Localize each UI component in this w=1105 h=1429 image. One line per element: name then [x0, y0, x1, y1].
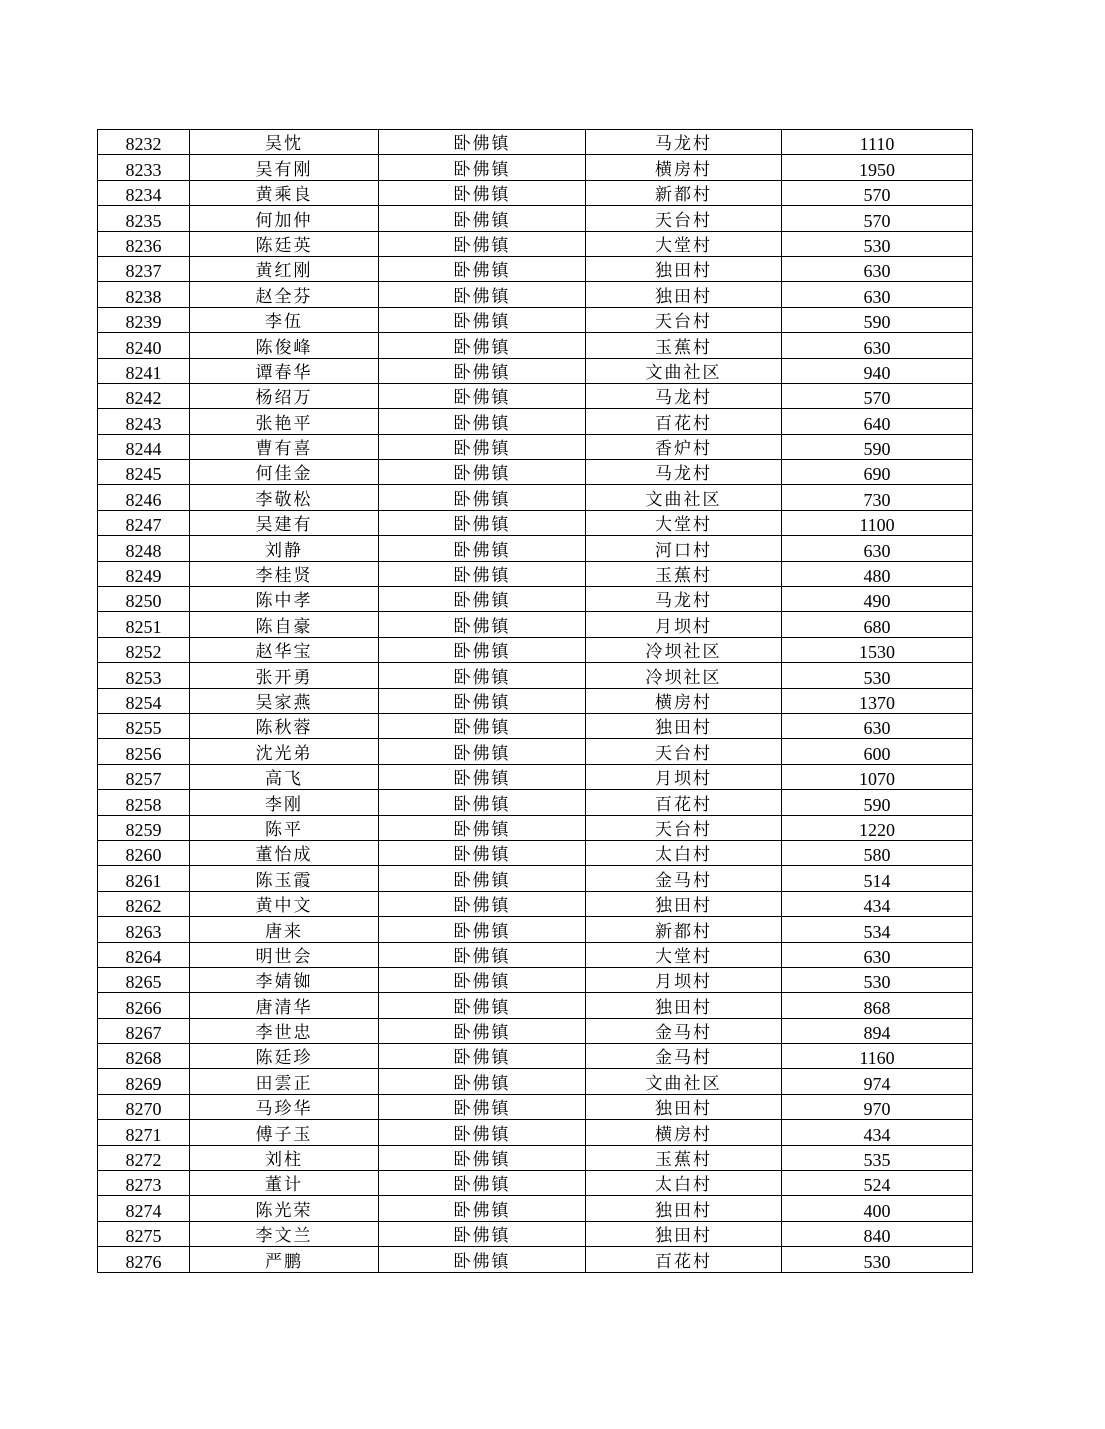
table-row — [98, 612, 973, 637]
name-cell: 刘柱 — [190, 1145, 379, 1170]
table-row — [98, 815, 973, 840]
record-table-body — [98, 130, 973, 1273]
village-cell: 百花村 — [586, 409, 782, 434]
name-cell: 沈光弟 — [190, 739, 379, 764]
village-cell: 马龙村 — [586, 130, 782, 155]
row-number-cell: 8267 — [98, 1018, 190, 1043]
town-cell: 卧佛镇 — [379, 993, 586, 1018]
amount-cell: 514 — [782, 866, 973, 891]
row-number-cell: 8271 — [98, 1120, 190, 1145]
name-cell: 赵华宝 — [190, 637, 379, 662]
name-cell: 陈光荣 — [190, 1196, 379, 1221]
town-cell: 卧佛镇 — [379, 409, 586, 434]
name-cell: 田雲正 — [190, 1069, 379, 1094]
table-row — [98, 383, 973, 408]
table-row — [98, 1120, 973, 1145]
row-number-cell: 8240 — [98, 333, 190, 358]
row-number-cell: 8234 — [98, 180, 190, 205]
amount-cell: 524 — [782, 1171, 973, 1196]
village-cell: 独田村 — [586, 282, 782, 307]
row-number-cell: 8235 — [98, 206, 190, 231]
town-cell: 卧佛镇 — [379, 1221, 586, 1246]
name-cell: 黄中文 — [190, 891, 379, 916]
amount-cell: 680 — [782, 612, 973, 637]
table-row — [98, 358, 973, 383]
amount-cell: 534 — [782, 917, 973, 942]
amount-cell: 1100 — [782, 510, 973, 535]
row-number-cell: 8262 — [98, 891, 190, 916]
name-cell: 唐清华 — [190, 993, 379, 1018]
village-cell: 横房村 — [586, 1120, 782, 1145]
town-cell: 卧佛镇 — [379, 942, 586, 967]
village-cell: 新都村 — [586, 917, 782, 942]
village-cell: 横房村 — [586, 155, 782, 180]
name-cell: 陈俊峰 — [190, 333, 379, 358]
town-cell: 卧佛镇 — [379, 663, 586, 688]
village-cell: 冷坝社区 — [586, 637, 782, 662]
row-number-cell: 8241 — [98, 358, 190, 383]
table-row — [98, 1044, 973, 1069]
village-cell: 大堂村 — [586, 942, 782, 967]
table-row — [98, 688, 973, 713]
town-cell: 卧佛镇 — [379, 536, 586, 561]
village-cell: 独田村 — [586, 713, 782, 738]
amount-cell: 590 — [782, 434, 973, 459]
name-cell: 李世忠 — [190, 1018, 379, 1043]
table-row — [98, 333, 973, 358]
row-number-cell: 8264 — [98, 942, 190, 967]
name-cell: 陈玉霞 — [190, 866, 379, 891]
name-cell: 马珍华 — [190, 1094, 379, 1119]
village-cell: 月坝村 — [586, 612, 782, 637]
village-cell: 新都村 — [586, 180, 782, 205]
table-row — [98, 460, 973, 485]
table-row — [98, 739, 973, 764]
village-cell: 独田村 — [586, 1196, 782, 1221]
row-number-cell: 8269 — [98, 1069, 190, 1094]
name-cell: 何佳金 — [190, 460, 379, 485]
town-cell: 卧佛镇 — [379, 485, 586, 510]
name-cell: 李刚 — [190, 790, 379, 815]
amount-cell: 690 — [782, 460, 973, 485]
row-number-cell: 8233 — [98, 155, 190, 180]
village-cell: 独田村 — [586, 256, 782, 281]
amount-cell: 630 — [782, 282, 973, 307]
amount-cell: 570 — [782, 180, 973, 205]
row-number-cell: 8246 — [98, 485, 190, 510]
village-cell: 文曲社区 — [586, 358, 782, 383]
record-table — [97, 129, 973, 1273]
village-cell: 天台村 — [586, 206, 782, 231]
town-cell: 卧佛镇 — [379, 840, 586, 865]
town-cell: 卧佛镇 — [379, 790, 586, 815]
name-cell: 李敬松 — [190, 485, 379, 510]
row-number-cell: 8259 — [98, 815, 190, 840]
town-cell: 卧佛镇 — [379, 637, 586, 662]
table-row — [98, 485, 973, 510]
town-cell: 卧佛镇 — [379, 256, 586, 281]
village-cell: 玉蕉村 — [586, 333, 782, 358]
table-row — [98, 1247, 973, 1272]
town-cell: 卧佛镇 — [379, 1247, 586, 1272]
village-cell: 金马村 — [586, 1044, 782, 1069]
row-number-cell: 8232 — [98, 130, 190, 155]
name-cell: 陈中孝 — [190, 587, 379, 612]
row-number-cell: 8253 — [98, 663, 190, 688]
row-number-cell: 8248 — [98, 536, 190, 561]
table-row — [98, 561, 973, 586]
name-cell: 陈廷珍 — [190, 1044, 379, 1069]
town-cell: 卧佛镇 — [379, 967, 586, 992]
town-cell: 卧佛镇 — [379, 130, 586, 155]
village-cell: 天台村 — [586, 815, 782, 840]
town-cell: 卧佛镇 — [379, 282, 586, 307]
name-cell: 董怡成 — [190, 840, 379, 865]
row-number-cell: 8252 — [98, 637, 190, 662]
town-cell: 卧佛镇 — [379, 1120, 586, 1145]
town-cell: 卧佛镇 — [379, 764, 586, 789]
row-number-cell: 8276 — [98, 1247, 190, 1272]
amount-cell: 434 — [782, 891, 973, 916]
name-cell: 严鹏 — [190, 1247, 379, 1272]
town-cell: 卧佛镇 — [379, 739, 586, 764]
amount-cell: 600 — [782, 739, 973, 764]
village-cell: 冷坝社区 — [586, 663, 782, 688]
village-cell: 独田村 — [586, 891, 782, 916]
table-row — [98, 764, 973, 789]
village-cell: 香炉村 — [586, 434, 782, 459]
amount-cell: 1530 — [782, 637, 973, 662]
table-row — [98, 155, 973, 180]
table-row — [98, 713, 973, 738]
row-number-cell: 8261 — [98, 866, 190, 891]
row-number-cell: 8274 — [98, 1196, 190, 1221]
village-cell: 河口村 — [586, 536, 782, 561]
amount-cell: 1160 — [782, 1044, 973, 1069]
table-row — [98, 637, 973, 662]
row-number-cell: 8256 — [98, 739, 190, 764]
table-row — [98, 917, 973, 942]
town-cell: 卧佛镇 — [379, 358, 586, 383]
village-cell: 金马村 — [586, 1018, 782, 1043]
amount-cell: 894 — [782, 1018, 973, 1043]
row-number-cell: 8242 — [98, 383, 190, 408]
town-cell: 卧佛镇 — [379, 891, 586, 916]
row-number-cell: 8244 — [98, 434, 190, 459]
row-number-cell: 8249 — [98, 561, 190, 586]
table-row — [98, 1171, 973, 1196]
name-cell: 董计 — [190, 1171, 379, 1196]
name-cell: 唐来 — [190, 917, 379, 942]
village-cell: 横房村 — [586, 688, 782, 713]
amount-cell: 530 — [782, 1247, 973, 1272]
village-cell: 大堂村 — [586, 231, 782, 256]
village-cell: 马龙村 — [586, 460, 782, 485]
town-cell: 卧佛镇 — [379, 1094, 586, 1119]
amount-cell: 570 — [782, 206, 973, 231]
name-cell: 曹有喜 — [190, 434, 379, 459]
row-number-cell: 8251 — [98, 612, 190, 637]
town-cell: 卧佛镇 — [379, 383, 586, 408]
amount-cell: 400 — [782, 1196, 973, 1221]
row-number-cell: 8243 — [98, 409, 190, 434]
table-row — [98, 866, 973, 891]
amount-cell: 570 — [782, 383, 973, 408]
table-row — [98, 1145, 973, 1170]
town-cell: 卧佛镇 — [379, 561, 586, 586]
table-row — [98, 1196, 973, 1221]
town-cell: 卧佛镇 — [379, 1044, 586, 1069]
table-row — [98, 891, 973, 916]
village-cell: 独田村 — [586, 1221, 782, 1246]
table-row — [98, 130, 973, 155]
table-row — [98, 434, 973, 459]
name-cell: 明世会 — [190, 942, 379, 967]
amount-cell: 1220 — [782, 815, 973, 840]
row-number-cell: 8275 — [98, 1221, 190, 1246]
amount-cell: 535 — [782, 1145, 973, 1170]
amount-cell: 630 — [782, 942, 973, 967]
table-row — [98, 1069, 973, 1094]
amount-cell: 480 — [782, 561, 973, 586]
town-cell: 卧佛镇 — [379, 1171, 586, 1196]
table-row — [98, 206, 973, 231]
row-number-cell: 8257 — [98, 764, 190, 789]
amount-cell: 590 — [782, 307, 973, 332]
amount-cell: 940 — [782, 358, 973, 383]
town-cell: 卧佛镇 — [379, 917, 586, 942]
town-cell: 卧佛镇 — [379, 1018, 586, 1043]
name-cell: 杨绍万 — [190, 383, 379, 408]
table-row — [98, 1094, 973, 1119]
village-cell: 文曲社区 — [586, 1069, 782, 1094]
village-cell: 独田村 — [586, 1094, 782, 1119]
table-row — [98, 536, 973, 561]
town-cell: 卧佛镇 — [379, 713, 586, 738]
name-cell: 刘静 — [190, 536, 379, 561]
amount-cell: 840 — [782, 1221, 973, 1246]
town-cell: 卧佛镇 — [379, 155, 586, 180]
town-cell: 卧佛镇 — [379, 434, 586, 459]
town-cell: 卧佛镇 — [379, 1069, 586, 1094]
table-row — [98, 993, 973, 1018]
row-number-cell: 8247 — [98, 510, 190, 535]
row-number-cell: 8268 — [98, 1044, 190, 1069]
row-number-cell: 8265 — [98, 967, 190, 992]
town-cell: 卧佛镇 — [379, 688, 586, 713]
table-row — [98, 231, 973, 256]
amount-cell: 630 — [782, 333, 973, 358]
row-number-cell: 8238 — [98, 282, 190, 307]
town-cell: 卧佛镇 — [379, 510, 586, 535]
row-number-cell: 8273 — [98, 1171, 190, 1196]
table-row — [98, 510, 973, 535]
village-cell: 玉蕉村 — [586, 561, 782, 586]
village-cell: 月坝村 — [586, 764, 782, 789]
village-cell: 马龙村 — [586, 383, 782, 408]
name-cell: 吴有刚 — [190, 155, 379, 180]
village-cell: 独田村 — [586, 993, 782, 1018]
town-cell: 卧佛镇 — [379, 180, 586, 205]
village-cell: 百花村 — [586, 1247, 782, 1272]
table-row — [98, 663, 973, 688]
table-row — [98, 790, 973, 815]
name-cell: 李桂贤 — [190, 561, 379, 586]
amount-cell: 640 — [782, 409, 973, 434]
town-cell: 卧佛镇 — [379, 612, 586, 637]
table-row — [98, 180, 973, 205]
row-number-cell: 8270 — [98, 1094, 190, 1119]
village-cell: 太白村 — [586, 840, 782, 865]
name-cell: 李婧铷 — [190, 967, 379, 992]
table-row — [98, 1221, 973, 1246]
village-cell: 大堂村 — [586, 510, 782, 535]
amount-cell: 970 — [782, 1094, 973, 1119]
row-number-cell: 8239 — [98, 307, 190, 332]
town-cell: 卧佛镇 — [379, 231, 586, 256]
table-row — [98, 282, 973, 307]
town-cell: 卧佛镇 — [379, 815, 586, 840]
town-cell: 卧佛镇 — [379, 206, 586, 231]
name-cell: 李文兰 — [190, 1221, 379, 1246]
village-cell: 文曲社区 — [586, 485, 782, 510]
table-row — [98, 840, 973, 865]
town-cell: 卧佛镇 — [379, 460, 586, 485]
table-row — [98, 1018, 973, 1043]
amount-cell: 530 — [782, 663, 973, 688]
name-cell: 陈秋蓉 — [190, 713, 379, 738]
town-cell: 卧佛镇 — [379, 1196, 586, 1221]
amount-cell: 530 — [782, 231, 973, 256]
village-cell: 天台村 — [586, 739, 782, 764]
amount-cell: 868 — [782, 993, 973, 1018]
amount-cell: 974 — [782, 1069, 973, 1094]
row-number-cell: 8237 — [98, 256, 190, 281]
name-cell: 黄红刚 — [190, 256, 379, 281]
village-cell: 玉蕉村 — [586, 1145, 782, 1170]
table-row — [98, 409, 973, 434]
table-row — [98, 587, 973, 612]
name-cell: 李伍 — [190, 307, 379, 332]
village-cell: 太白村 — [586, 1171, 782, 1196]
table-row — [98, 942, 973, 967]
amount-cell: 1370 — [782, 688, 973, 713]
village-cell: 月坝村 — [586, 967, 782, 992]
name-cell: 吴建有 — [190, 510, 379, 535]
row-number-cell: 8263 — [98, 917, 190, 942]
town-cell: 卧佛镇 — [379, 866, 586, 891]
table-row — [98, 967, 973, 992]
village-cell: 天台村 — [586, 307, 782, 332]
town-cell: 卧佛镇 — [379, 333, 586, 358]
name-cell: 张艳平 — [190, 409, 379, 434]
name-cell: 吴家燕 — [190, 688, 379, 713]
name-cell: 陈自豪 — [190, 612, 379, 637]
row-number-cell: 8236 — [98, 231, 190, 256]
row-number-cell: 8260 — [98, 840, 190, 865]
amount-cell: 530 — [782, 967, 973, 992]
name-cell: 高飞 — [190, 764, 379, 789]
name-cell: 张开勇 — [190, 663, 379, 688]
table-row — [98, 307, 973, 332]
amount-cell: 630 — [782, 256, 973, 281]
village-cell: 马龙村 — [586, 587, 782, 612]
name-cell: 黄乘良 — [190, 180, 379, 205]
amount-cell: 434 — [782, 1120, 973, 1145]
amount-cell: 630 — [782, 713, 973, 738]
name-cell: 何加仲 — [190, 206, 379, 231]
row-number-cell: 8255 — [98, 713, 190, 738]
town-cell: 卧佛镇 — [379, 587, 586, 612]
amount-cell: 1110 — [782, 130, 973, 155]
town-cell: 卧佛镇 — [379, 1145, 586, 1170]
amount-cell: 1950 — [782, 155, 973, 180]
name-cell: 傅子玉 — [190, 1120, 379, 1145]
name-cell: 陈平 — [190, 815, 379, 840]
name-cell: 赵全芬 — [190, 282, 379, 307]
town-cell: 卧佛镇 — [379, 307, 586, 332]
amount-cell: 580 — [782, 840, 973, 865]
amount-cell: 490 — [782, 587, 973, 612]
village-cell: 百花村 — [586, 790, 782, 815]
table-row — [98, 256, 973, 281]
village-cell: 金马村 — [586, 866, 782, 891]
amount-cell: 590 — [782, 790, 973, 815]
name-cell: 陈廷英 — [190, 231, 379, 256]
amount-cell: 630 — [782, 536, 973, 561]
row-number-cell: 8254 — [98, 688, 190, 713]
name-cell: 吴忱 — [190, 130, 379, 155]
row-number-cell: 8250 — [98, 587, 190, 612]
row-number-cell: 8266 — [98, 993, 190, 1018]
name-cell: 谭春华 — [190, 358, 379, 383]
row-number-cell: 8245 — [98, 460, 190, 485]
amount-cell: 1070 — [782, 764, 973, 789]
row-number-cell: 8258 — [98, 790, 190, 815]
row-number-cell: 8272 — [98, 1145, 190, 1170]
amount-cell: 730 — [782, 485, 973, 510]
